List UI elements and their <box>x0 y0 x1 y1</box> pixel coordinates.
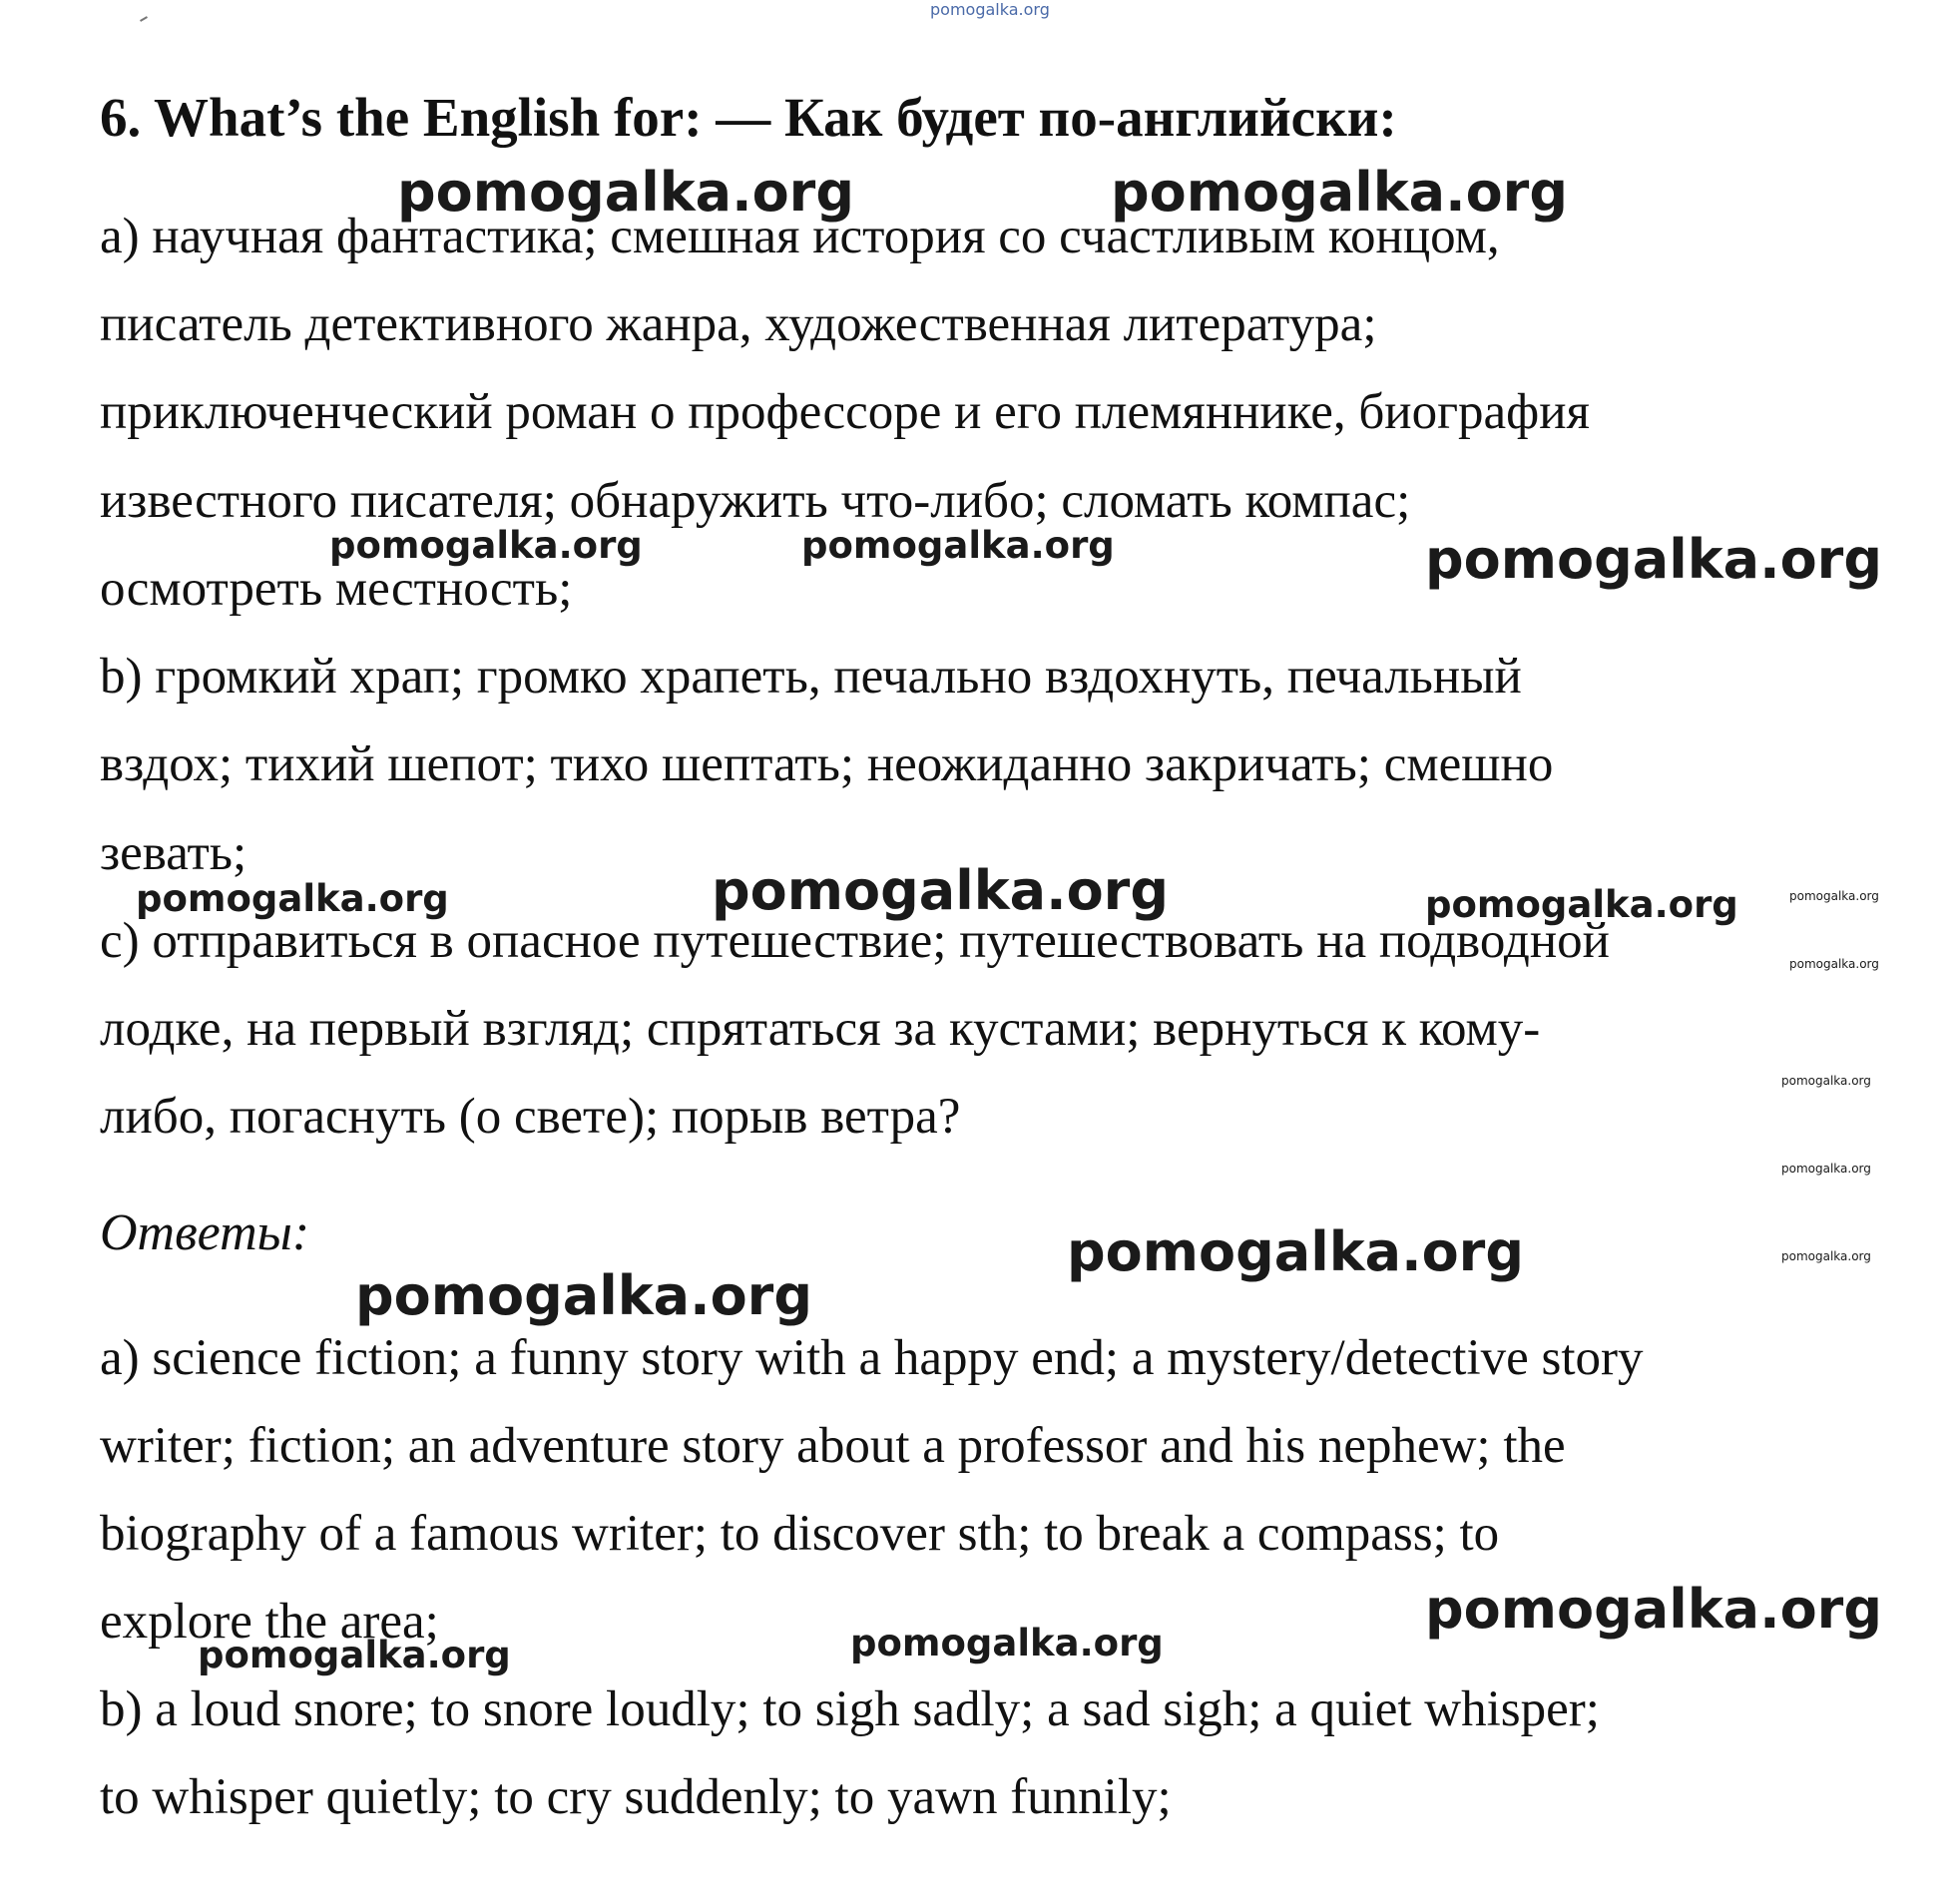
exercise-line: осмотреть местность; <box>100 561 573 617</box>
watermark: pomogalka.org <box>1781 1249 1871 1263</box>
answer-line: biography of a famous writer; to discover sth; to break a compass; to <box>100 1506 1500 1562</box>
answer-line: a) science fiction; a funny story with a happy end; a mystery/detective story <box>100 1330 1644 1386</box>
watermark: pomogalka.org <box>1425 883 1738 926</box>
watermark: pomogalka.org <box>397 161 854 224</box>
watermark: pomogalka.org <box>1789 889 1879 903</box>
exercise-line: приключенческий роман о профессоре и его племяннике, биография <box>100 384 1590 440</box>
answer-line: to whisper quietly; to cry suddenly; to yawn funnily; <box>100 1769 1172 1825</box>
exercise-line: с) отправиться в опасное путешествие; путешествовать на подводной <box>100 913 1610 969</box>
exercise-line: либо, погаснуть (о свете); порыв ветра? <box>100 1089 961 1145</box>
answer-line: explore the area; <box>100 1594 439 1650</box>
watermark: pomogalka.org <box>1425 1578 1882 1641</box>
scan-mark <box>140 16 148 22</box>
exercise-line: известного писателя; обнаружить что-либо; сломать компас; <box>100 473 1411 529</box>
watermark: pomogalka.org <box>1425 528 1882 591</box>
watermark: pomogalka.org <box>1781 1162 1871 1176</box>
exercise-line: лодке, на первый взгляд; спрятаться за кустами; вернуться к кому- <box>100 1001 1541 1057</box>
answer-line: b) a loud snore; to snore loudly; to sigh sadly; a sad sigh; a quiet whisper; <box>100 1681 1600 1737</box>
watermark: pomogalka.org <box>850 1622 1164 1665</box>
watermark: pomogalka.org <box>1789 957 1879 971</box>
exercise-line: а) научная фантастика; смешная история со счастливым концом, <box>100 209 1500 264</box>
answer-line: writer; fiction; an adventure story about a professor and his nephew; the <box>100 1418 1566 1474</box>
exercise-line: писатель детективного жанра, художественная литература; <box>100 296 1377 352</box>
watermark: pomogalka.org <box>712 859 1169 922</box>
watermark: pomogalka.org <box>1111 161 1568 224</box>
top-watermark: pomogalka.org <box>930 0 1050 19</box>
exercise-title: 6. What’s the English for: — Как будет по-английски: <box>100 87 1397 148</box>
answers-heading: Ответы: <box>100 1204 310 1261</box>
watermark: pomogalka.org <box>355 1264 812 1327</box>
watermark: pomogalka.org <box>801 524 1115 567</box>
exercise-line: вздох; тихий шепот; тихо шептать; неожиданно закричать; смешно <box>100 736 1554 792</box>
watermark: pomogalka.org <box>1067 1220 1524 1283</box>
watermark: pomogalka.org <box>329 524 643 567</box>
watermark: pomogalka.org <box>1781 1074 1871 1088</box>
exercise-line: b) громкий храп; громко храпеть, печально вздохнуть, печальный <box>100 649 1522 705</box>
exercise-line: зевать; <box>100 825 247 881</box>
watermark: pomogalka.org <box>136 877 449 920</box>
watermark: pomogalka.org <box>198 1634 511 1676</box>
